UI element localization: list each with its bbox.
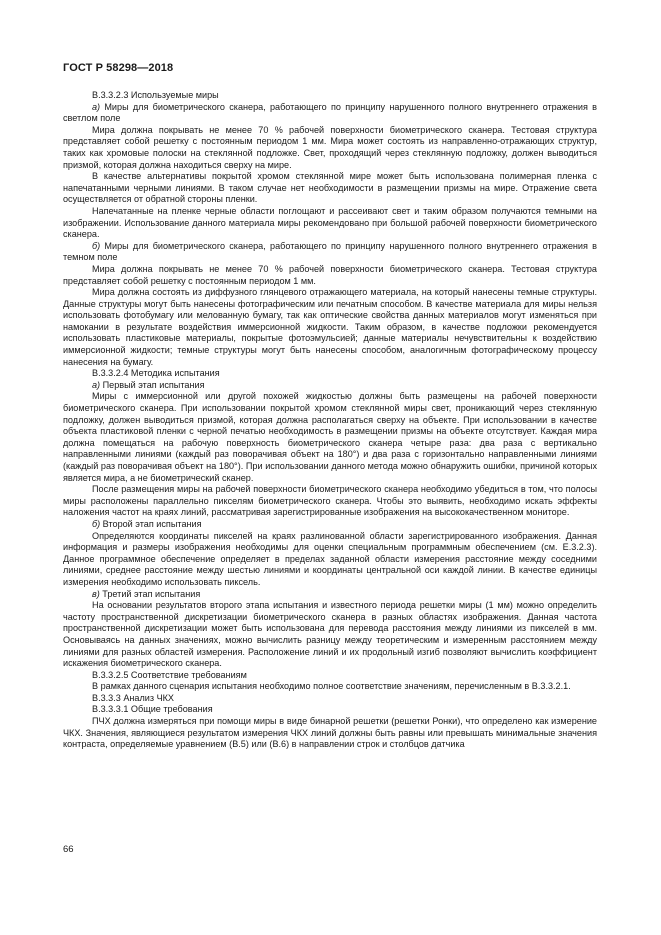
paragraph-text: B.3.3.2.3 Используемые миры [92,90,219,100]
paragraph-text: Первый этап испытания [100,379,205,390]
paragraph [63,264,597,287]
paragraph-text: В рамках данного сценария испытания необходимо полное соответствие значениям, перечисленным в В.3.3.2.1. [92,681,571,692]
list-marker: а) [92,101,101,112]
paragraph-text: B.3.3.2.5 Соответствие требованиям [92,669,247,680]
section-heading [63,670,597,682]
paragraph-text: ПЧХ должна измеряться при помощи миры в виде бинарной решетки (решетки Ронки), что определено как измерение ЧКХ. Значения, являющиеся результатом измерения ЧКХ линий должны быть равны или превышать минимальные значения контраста, определяемые уравнением (В.5) или (В.6) в направлении строк и столбцов датчика [63,716,597,750]
paragraph-text: Третий этап испытания [99,588,201,599]
section-heading [63,704,597,716]
paragraph-text: На основании результатов второго этапа испытания и известного периода решетки миры (1 мм) можно определить частоту пространственной дискретизации биометрического сканера в разных областях изображения. Данная частота пространственной дискретизации может быть использована для перевода расстояния между линиями из пикселей в мм. Основываясь на данных значениях, можно вычислить разницу между теоретическим и измеренным расстоянием между линиями для разных областей измерения. Расположение линий и их продольный изгиб позволяют вычислить коэффициент искажения биометрического сканера. [63,600,597,669]
list-marker: б) [92,240,101,251]
paragraph-text: В качестве альтернативы покрытой хромом стеклянной мире может быть использована полимерная пленка с напечатанными черными линиями. В таком случае нет необходимости в размещении призмы на мире. Отражение света осуществляется от обратной стороны пленки. [63,171,597,205]
paragraph-text: Напечатанные на пленке черные области поглощают и рассеивают свет и таким образом получаются темными на изображении. Использование данного материала миры рекомендовано при большой рабочей поверхности биометрического сканера. [63,205,597,240]
paragraph [63,484,597,519]
section-heading [63,693,597,705]
paragraph [63,531,597,589]
paragraph [63,287,597,368]
paragraph-text: Второй этап испытания [100,518,202,529]
page-number: 66 [63,844,74,855]
paragraph-text: B.3.3.3.1 Общие требования [92,704,213,715]
paragraph-text: Миры для биометрического сканера, работающего по принципу нарушенного полного внутреннего отражения в светлом поле [63,101,597,124]
paragraph-text: B.3.3.2.4 Методика испытания [92,368,220,379]
paragraph-text: Мира должна состоять из диффузного глянцевого отражающего материала, на который нанесены темные структуры. Данные структуры могут быть нанесены фотографическим или печатным способом. В качестве материала для миры нельзя использовать фотобумагу или мелованную бумагу, так как оптические свойства данных материалов могут изменяться при намокании в результате воздействия иммерсионной жидкости. Таким образом, в качестве подложки рекомендуется использовать пластиковые материалы, покрытые фотоэмульсией; данные материалы нечувствительны к воздействию иммерсионной жидкости; темные структуры могут быть нанесены способом, аналогичным фотографическому процессу нанесения на бумагу. [63,287,597,367]
section-heading [63,90,597,102]
list-marker: б) [92,518,101,529]
paragraph-text: Мира должна покрывать не менее 70 % рабочей поверхности биометрического сканера. Тестовая структура представляет собой решетку с постоянным периодом 1 мм. Мира может состоять из направленно-отражающих структур, таких как хромовые полоски на стеклянной подложке. Свет, проходящий через стеклянную подложку, должен выводиться призмой, которая должна находиться сверху на мире. [63,124,597,170]
list-marker: в) [92,588,100,599]
paragraph [63,102,597,125]
list-marker: а) [92,379,101,390]
standard-header: ГОСТ Р 58298—2018 [63,62,174,74]
section-heading [63,589,597,601]
section-heading [63,519,597,531]
paragraph-text: После размещения миры на рабочей поверхности биометрического сканера необходимо убедиться в том, что полосы миры расположены параллельно пикселям биометрического сканера. Чтобы это выявить, необходимо искать эффекты наложения частот на краях линий, рассматривая зарегистрированные изображения на высококачественном мониторе. [63,484,597,518]
paragraph [63,171,597,206]
paragraph [63,241,597,264]
paragraph-text: Миры для биометрического сканера, работающего по принципу нарушенного полного внутреннего отражения в темном поле [63,240,597,263]
paragraph [63,206,597,241]
paragraph [63,125,597,171]
paragraph [63,716,597,751]
paragraph-text: B.3.3.3 Анализ ЧКХ [92,692,174,703]
paragraph-text: Мира должна покрывать не менее 70 % рабочей поверхности биометрического сканера. Тестовая структура представляет собой решетку с постоянным периодом 1 мм. [63,263,597,286]
document-body [63,90,597,751]
paragraph-text: Миры с иммерсионной или другой похожей жидкостью должны быть размещены на рабочей поверхности биометрического сканера. При использовании покрытой хромом стеклянной миры свет, проникающий через стеклянную подложку, должен выводиться призмой, которая должна располагаться сверху на объекте. При использовании в качестве объекта пластиковой пленки с черной печатью необходимость в размещении призмы на объекте отсутствует. Каждая мира должна помещаться на рабочую поверхность биометрического сканера четыре раза: два раза с вертикально направленными линиями (каждый раз поворачивая объект на 180°) и два раза с горизонтально направленными линиями (каждый раз поворачивая объект на 180°). При использовании данного метода можно обнаружить ошибки, причиной которых является мира, а не биометрический сканер. [63,391,597,483]
paragraph [63,681,597,693]
paragraph [63,600,597,670]
paragraph [63,391,597,484]
paragraph-text: Определяются координаты пикселей на краях разлинованной области зарегистрированного изображения. Данная информация и размеры изображения необходимы для оценки специальным программным обеспечением (см. Е.3.2.3). Данное программное обеспечение определяет в пределах заданной области измерения расстояние между соседними линиями, среднее расстояние между шестью линиями и координаты центральной оси каждой линии. В качестве единицы измерения необходимо использовать пиксель. [63,530,597,587]
section-heading [63,380,597,392]
section-heading [63,368,597,380]
